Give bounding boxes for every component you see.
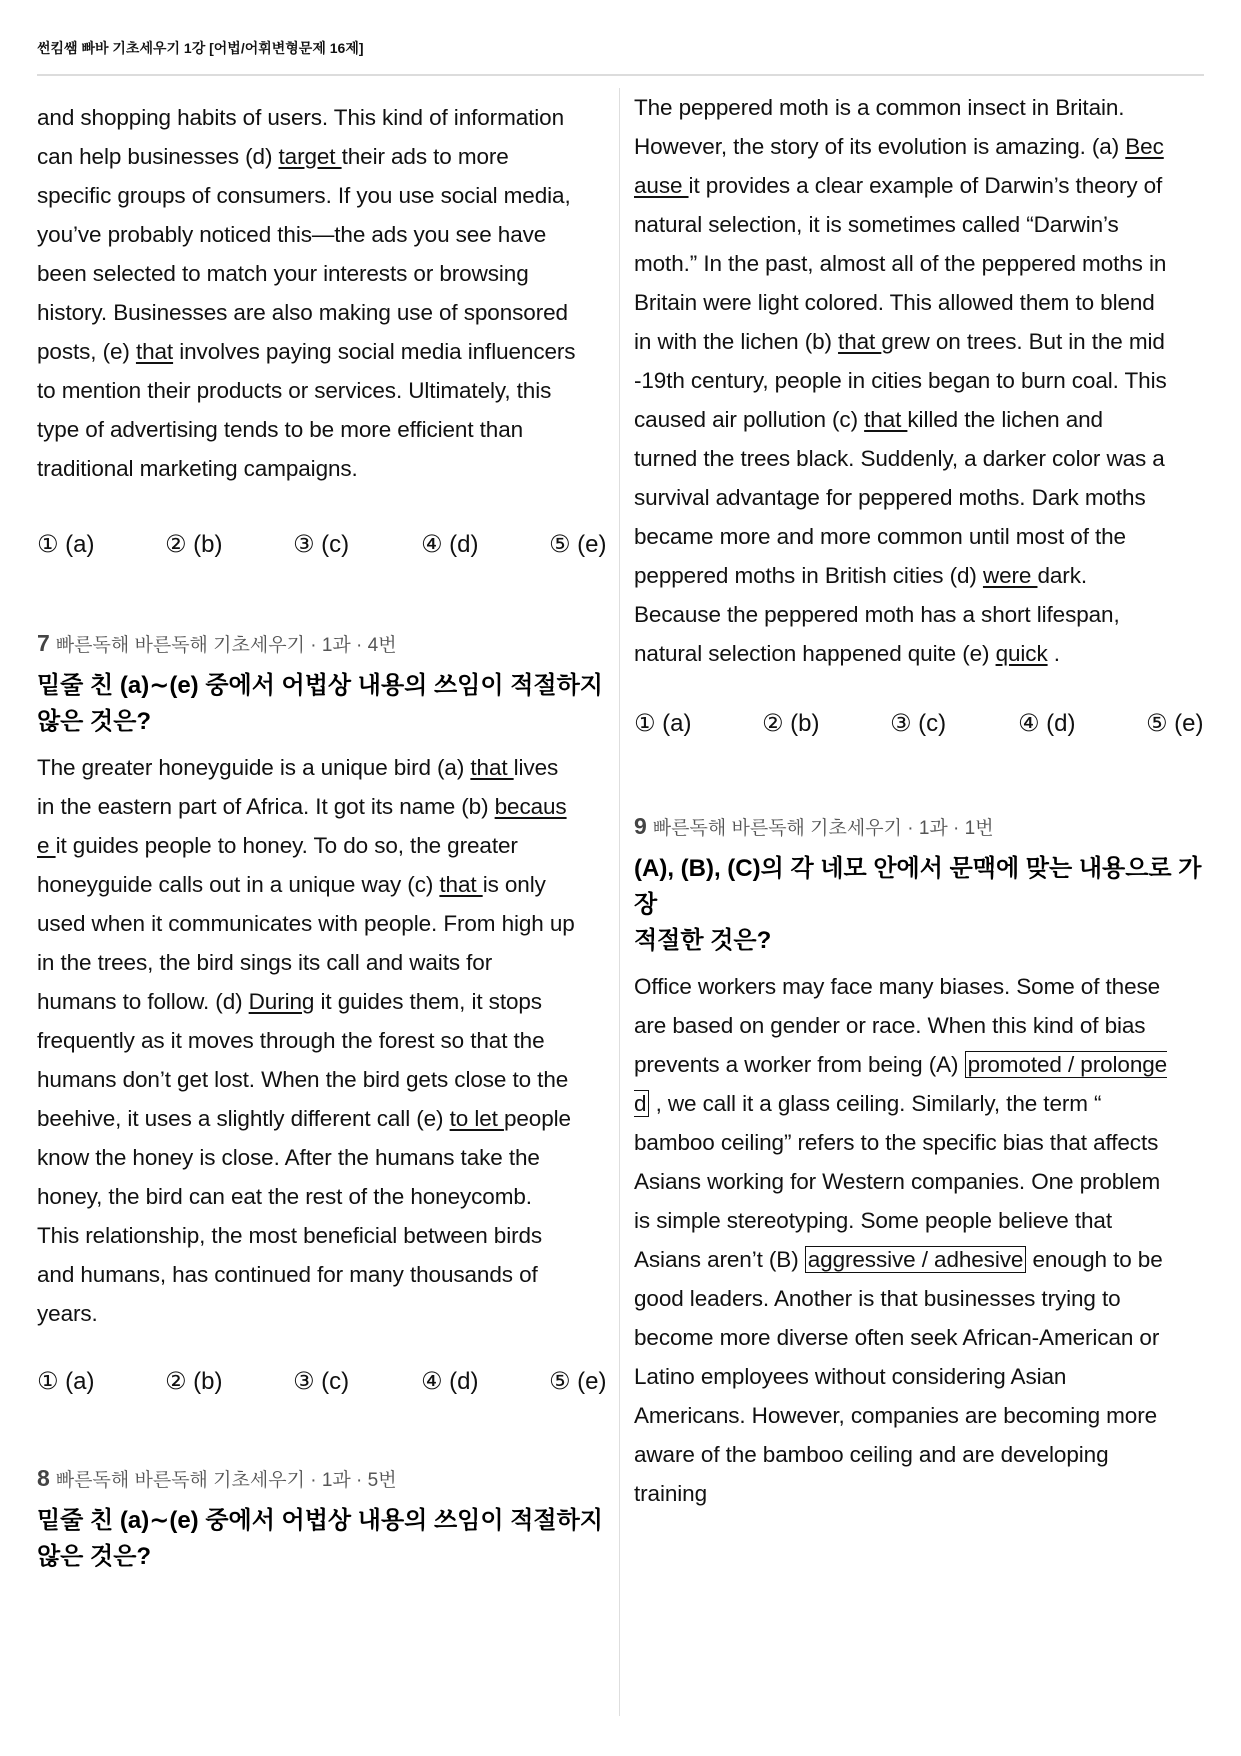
passage-line — [634, 1240, 1209, 1279]
passage-text: The peppered moth is a common insect in Britain. — [634, 95, 1125, 120]
passage-line — [634, 478, 1209, 517]
passage-line — [634, 1162, 1209, 1201]
passage-line — [634, 322, 1209, 361]
passage-text: grew on trees. But in the mid — [881, 329, 1165, 354]
column-divider — [619, 88, 620, 1716]
answer-choice-1: ① (a) — [37, 1367, 95, 1395]
passage-text: honeyguide calls out in a unique way (c) — [37, 872, 440, 897]
passage-text: and humans, has continued for many thousands of — [37, 1262, 538, 1287]
passage-text: are based on gender or race. When this kind of bias — [634, 1013, 1146, 1038]
choice-box: promoted / prolonge — [965, 1051, 1167, 1078]
passage-text: people — [503, 1106, 571, 1131]
passage-text: Because the peppered moth has a short lifespan, — [634, 602, 1120, 627]
header-divider — [37, 74, 1204, 76]
passage-text: it guides people to honey. To do so, the greater — [55, 833, 518, 858]
passage-line — [634, 1045, 1209, 1084]
question-8-meta — [37, 1465, 612, 1495]
question-9-meta — [634, 813, 1209, 843]
passage-text: frequently as it moves through the forest so that the — [37, 1028, 545, 1053]
answer-choice-1: ① (a) — [634, 709, 692, 737]
passage-text: you’ve probably noticed this—the ads you see have — [37, 222, 547, 247]
passage-text: humans don’t get lost. When the bird gets close to the — [37, 1067, 569, 1092]
passage-line — [37, 787, 612, 826]
question-7 — [37, 630, 612, 1401]
underlined-target: were — [982, 563, 1038, 588]
question-number: 9 — [634, 813, 647, 839]
right-column — [634, 88, 1209, 1513]
passage-text: survival advantage for peppered moths. Dark moths — [634, 485, 1146, 510]
passage-line — [37, 254, 612, 293]
passage-text: This relationship, the most beneficial between birds — [37, 1223, 543, 1248]
passage-line — [37, 904, 612, 943]
passage-text: training — [634, 1481, 707, 1506]
passage-text: used when it communicates with people. From high up — [37, 911, 575, 936]
passage-text: , we call it a glass ceiling. Similarly, the term “ — [649, 1091, 1102, 1116]
passage-text: killed the lichen and — [907, 407, 1103, 432]
question-9-passage — [634, 967, 1209, 1513]
underlined-target: ause — [634, 173, 689, 198]
passage-line — [634, 205, 1209, 244]
passage-line — [37, 371, 612, 410]
page-header-title: 썬킴쌤 빠바 기초세우기 1강 [어법/어휘변형문제 16제] — [37, 40, 364, 56]
answer-choice-2: ② (b) — [165, 530, 223, 558]
passage-line — [37, 826, 612, 865]
question-9-prompt: (A), (B), (C)의 각 네모 안에서 문맥에 맞는 내용으로 가장 적절한 것은? — [634, 855, 1202, 954]
passage-text: lives — [513, 755, 559, 780]
passage-text: in with the lichen (b) — [634, 329, 839, 354]
question-source: 빠른독해 바른독해 기초세우기 · 1과 · 4번 — [55, 635, 397, 656]
passage-text: -19th century, people in cities began to burn coal. This — [634, 368, 1167, 393]
passage-text: natural selection, it is sometimes called “Darwin’s — [634, 212, 1119, 237]
passage-line — [37, 1255, 612, 1294]
passage-line — [37, 293, 612, 332]
passage-text: became more and more common until most of the — [634, 524, 1126, 549]
passage-text: their ads to more — [341, 144, 509, 169]
answer-choice-3: ③ (c) — [293, 1367, 350, 1395]
question-9 — [634, 813, 1209, 1513]
passage-line — [634, 1318, 1209, 1357]
answer-choice-4: ④ (d) — [421, 1367, 479, 1395]
answer-choice-4: ④ (d) — [1018, 709, 1076, 737]
answer-choice-1: ① (a) — [37, 530, 95, 558]
passage-text: humans to follow. (d) — [37, 989, 249, 1014]
passage-line — [37, 1060, 612, 1099]
passage-text: moth.” In the past, almost all of the peppered moths in — [634, 251, 1167, 276]
question-7-meta — [37, 630, 612, 660]
passage-text: Asians working for Western companies. One problem — [634, 1169, 1161, 1194]
question-number: 8 — [37, 1465, 50, 1491]
question-8-passage — [634, 88, 1209, 673]
passage-text: Americans. However, companies are becoming more — [634, 1403, 1158, 1428]
choice-box: d — [634, 1090, 649, 1117]
passage-text: prevents a worker from being (A) — [634, 1052, 965, 1077]
passage-line — [634, 1201, 1209, 1240]
passage-text: However, the story of its evolution is amazing. (a) — [634, 134, 1126, 159]
passage-line — [634, 400, 1209, 439]
answer-choice-4: ④ (d) — [421, 530, 479, 558]
passage-text: know the honey is close. After the humans take the — [37, 1145, 540, 1170]
passage-line — [37, 449, 612, 488]
underlined-target: that — [135, 339, 174, 364]
passage-text: been selected to match your interests or browsing — [37, 261, 529, 286]
underlined-target: that — [470, 755, 514, 780]
passage-text: Latino employees without considering Asian — [634, 1364, 1067, 1389]
passage-line — [634, 439, 1209, 478]
passage-text: The greater honeyguide is a unique bird (a) — [37, 755, 471, 780]
passage-text: can help businesses (d) — [37, 144, 279, 169]
passage-text: traditional marketing campaigns. — [37, 456, 358, 481]
passage-line — [634, 556, 1209, 595]
question-7-prompt: 밑줄 친 (a)∼(e) 중에서 어법상 내용의 쓰임이 적절하지 않은 것은? — [37, 672, 603, 735]
passage-line — [37, 1216, 612, 1255]
passage-line — [37, 1177, 612, 1216]
answer-choice-2: ② (b) — [165, 1367, 223, 1395]
passage-line — [634, 595, 1209, 634]
passage-line — [634, 1474, 1209, 1513]
passage-line — [634, 1435, 1209, 1474]
answer-choice-5: ⑤ (e) — [549, 1367, 607, 1395]
passage-text: natural selection happened quite (e) — [634, 641, 996, 666]
passage-text: good leaders. Another is that businesses trying to — [634, 1286, 1121, 1311]
passage-line — [634, 127, 1209, 166]
passage-line — [634, 967, 1209, 1006]
underlined-target: During — [248, 989, 315, 1014]
passage-line — [634, 1357, 1209, 1396]
underlined-target: quick — [995, 641, 1048, 666]
underlined-target: that — [864, 407, 908, 432]
answer-choice-2: ② (b) — [762, 709, 820, 737]
underlined-target: to let — [449, 1106, 504, 1131]
passage-text: caused air pollution (c) — [634, 407, 865, 432]
answer-choices-q8 — [634, 703, 1209, 743]
passage-line — [37, 137, 612, 176]
passage-line — [37, 1294, 612, 1333]
answer-choice-3: ③ (c) — [890, 709, 947, 737]
passage-text: is only — [482, 872, 546, 897]
question-number: 7 — [37, 630, 50, 656]
passage-text: Office workers may face many biases. Some of these — [634, 974, 1161, 999]
passage-text: and shopping habits of users. This kind of information — [37, 105, 564, 130]
passage-text: years. — [37, 1301, 98, 1326]
underlined-target: becaus — [494, 794, 567, 819]
passage-line — [37, 410, 612, 449]
passage-line — [37, 176, 612, 215]
passage-text: beehive, it uses a slightly different call (e) — [37, 1106, 450, 1131]
passage-line — [37, 943, 612, 982]
passage-text: specific groups of consumers. If you use social media, — [37, 183, 571, 208]
passage-line — [634, 166, 1209, 205]
passage-line — [37, 98, 612, 137]
question-source: 빠른독해 바른독해 기초세우기 · 1과 · 1번 — [652, 818, 994, 839]
passage-text: turned the trees black. Suddenly, a darker color was a — [634, 446, 1165, 471]
question-7-passage — [37, 748, 612, 1333]
passage-text: history. Businesses are also making use of sponsored — [37, 300, 568, 325]
underlined-target: target — [278, 144, 342, 169]
passage-text: it guides them, it stops — [314, 989, 542, 1014]
passage-text: to mention their products or services. Ultimately, this — [37, 378, 552, 403]
passage-text: involves paying social media influencers — [173, 339, 576, 364]
passage-line — [634, 244, 1209, 283]
answer-choices-q6 — [37, 524, 612, 564]
passage-line — [634, 88, 1209, 127]
passage-text: . — [1047, 641, 1060, 666]
passage-text: honey, the bird can eat the rest of the honeycomb. — [37, 1184, 532, 1209]
passage-line — [634, 1396, 1209, 1435]
underlined-target: that — [439, 872, 483, 897]
passage-text: in the trees, the bird sings its call and waits for — [37, 950, 493, 975]
passage-line — [37, 332, 612, 371]
passage-line — [37, 1138, 612, 1177]
passage-line — [37, 215, 612, 254]
passage-text: posts, (e) — [37, 339, 136, 364]
passage-line — [634, 1084, 1209, 1123]
underlined-target: Bec — [1125, 134, 1164, 159]
passage-text: become more diverse often seek African-American or — [634, 1325, 1160, 1350]
passage-text: dark. — [1037, 563, 1088, 588]
question-8 — [37, 1465, 612, 1575]
answer-choice-5: ⑤ (e) — [549, 530, 607, 558]
answer-choice-5: ⑤ (e) — [1146, 709, 1204, 737]
passage-text: is simple stereotyping. Some people believe that — [634, 1208, 1112, 1233]
passage-line — [634, 361, 1209, 400]
passage-text: Britain were light colored. This allowed them to blend — [634, 290, 1155, 315]
passage-line — [634, 517, 1209, 556]
passage-text: enough to be — [1026, 1247, 1163, 1272]
passage-line — [634, 283, 1209, 322]
choice-box: aggressive / adhesive — [805, 1246, 1027, 1273]
answer-choices-q7 — [37, 1361, 612, 1401]
passage-line — [37, 982, 612, 1021]
previous-passage-continuation — [37, 98, 612, 488]
passage-line — [37, 1099, 612, 1138]
passage-text: aware of the bamboo ceiling and are developing — [634, 1442, 1109, 1467]
question-source: 빠른독해 바른독해 기초세우기 · 1과 · 5번 — [55, 1470, 397, 1491]
passage-line — [37, 865, 612, 904]
passage-text: peppered moths in British cities (d) — [634, 563, 983, 588]
left-column — [37, 98, 612, 1575]
passage-line — [634, 634, 1209, 673]
passage-line — [634, 1006, 1209, 1045]
question-8-prompt: 밑줄 친 (a)∼(e) 중에서 어법상 내용의 쓰임이 적절하지 않은 것은? — [37, 1507, 603, 1570]
answer-choice-3: ③ (c) — [293, 530, 350, 558]
passage-text: bamboo ceiling” refers to the specific bias that affects — [634, 1130, 1159, 1155]
passage-text: in the eastern part of Africa. It got its name (b) — [37, 794, 495, 819]
underlined-target: e — [37, 833, 56, 858]
passage-line — [37, 1021, 612, 1060]
passage-line — [634, 1123, 1209, 1162]
passage-text: type of advertising tends to be more efficient than — [37, 417, 524, 442]
passage-line — [37, 748, 612, 787]
passage-text: it provides a clear example of Darwin’s theory of — [688, 173, 1163, 198]
passage-text: Asians aren’t (B) — [634, 1247, 805, 1272]
underlined-target: that — [838, 329, 882, 354]
passage-line — [634, 1279, 1209, 1318]
